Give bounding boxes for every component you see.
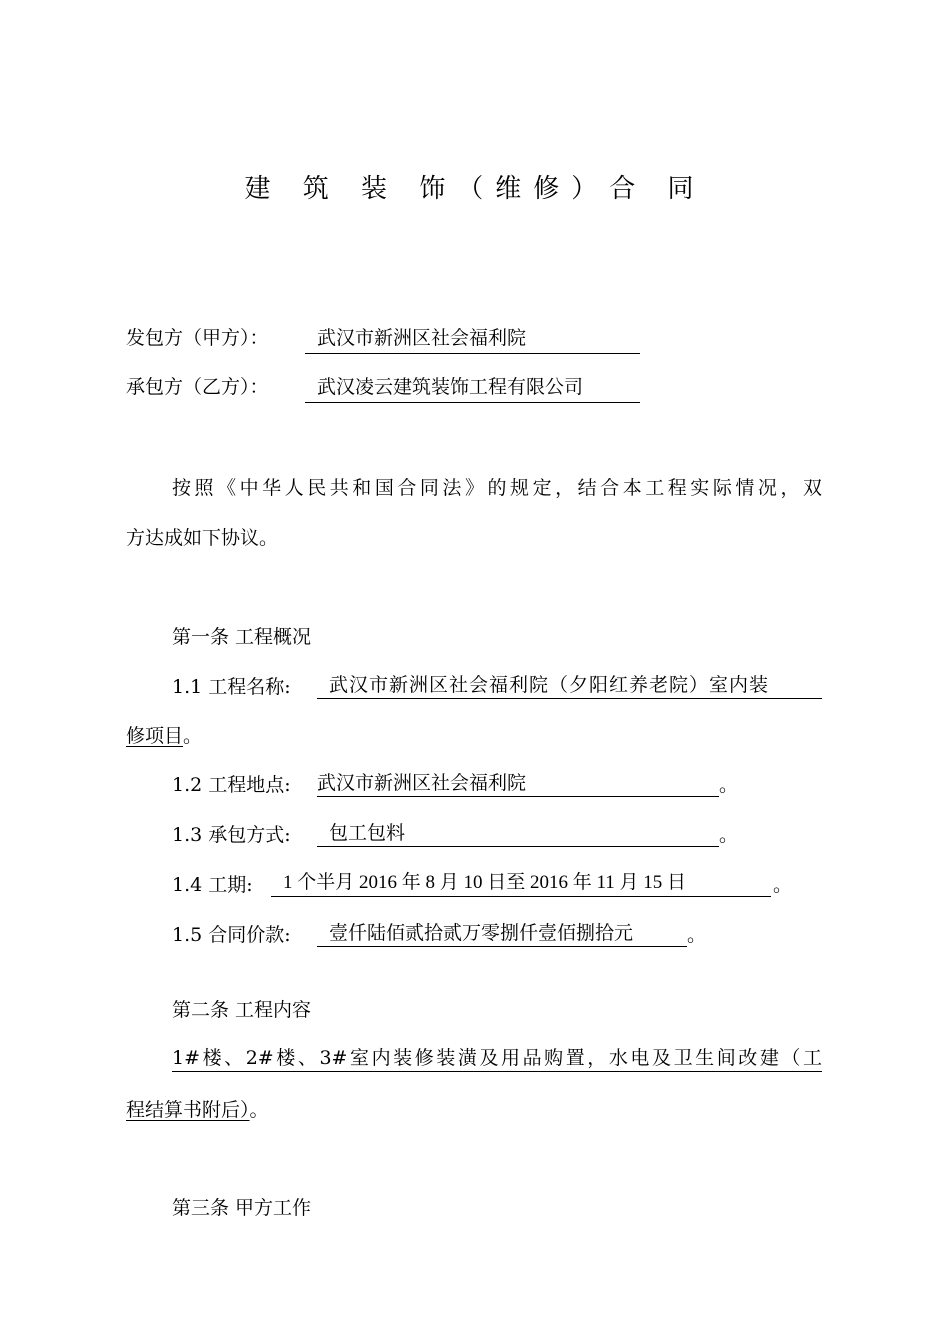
item-1-2-value: 武汉市新洲区社会福利院 bbox=[317, 770, 719, 797]
item-1-1-label: 1.1 工程名称: bbox=[172, 676, 291, 698]
item-1-5-label: 1.5 合同价款: bbox=[172, 924, 291, 946]
intro-line-2: 方达成如下协议。 bbox=[126, 527, 279, 549]
item-1-3-end: 。 bbox=[719, 824, 739, 846]
item-1-2-end: 。 bbox=[719, 774, 739, 796]
article-2-heading: 第二条 工程内容 bbox=[172, 999, 312, 1021]
article-2-content-end: 。 bbox=[249, 1099, 269, 1121]
item-1-1-value-line-2: 修项目 bbox=[126, 725, 184, 747]
contract-title: 建 筑 装 饰（维修）合 同 bbox=[244, 174, 706, 204]
article-1-heading: 第一条 工程概况 bbox=[172, 626, 312, 648]
article-2-content-line-1: 1#楼、2#楼、3#室内装修装潢及用品购置，水电及卫生间改建（工 bbox=[172, 1045, 822, 1072]
item-1-5-value: 壹仟陆佰贰拾贰万零捌仟壹佰捌拾元 bbox=[317, 920, 687, 947]
item-1-1-value: 武汉市新洲区社会福利院（夕阳红养老院）室内装 bbox=[317, 672, 822, 699]
item-1-4-end: 。 bbox=[773, 874, 793, 896]
item-1-1-end: 。 bbox=[183, 725, 203, 747]
intro-line-1: 按照《中华人民共和国合同法》的规定，结合本工程实际情况，双 bbox=[172, 477, 822, 499]
item-1-2-label: 1.2 工程地点: bbox=[172, 774, 291, 796]
article-3-heading: 第三条 甲方工作 bbox=[172, 1197, 312, 1219]
article-2-content-continuation bbox=[126, 1095, 269, 1125]
party-b-value: 武汉凌云建筑装饰工程有限公司 bbox=[305, 372, 640, 403]
party-a-label: 发包方（甲方）： bbox=[126, 327, 269, 349]
item-1-3-label: 1.3 承包方式: bbox=[172, 824, 291, 846]
party-b-label: 承包方（乙方）： bbox=[126, 376, 269, 398]
article-2-content-line-2: 程结算书附后） bbox=[126, 1099, 250, 1121]
party-a-value: 武汉市新洲区社会福利院 bbox=[305, 323, 640, 354]
item-1-4-value: 1 个半月 2016 年 8 月 10 日至 2016 年 11 月 15 日 bbox=[271, 870, 771, 897]
item-1-5-end: 。 bbox=[687, 924, 707, 946]
item-1-1-continuation bbox=[126, 721, 202, 751]
item-1-4-label: 1.4 工期: bbox=[172, 874, 253, 896]
item-1-3-value: 包工包料 bbox=[317, 820, 719, 847]
